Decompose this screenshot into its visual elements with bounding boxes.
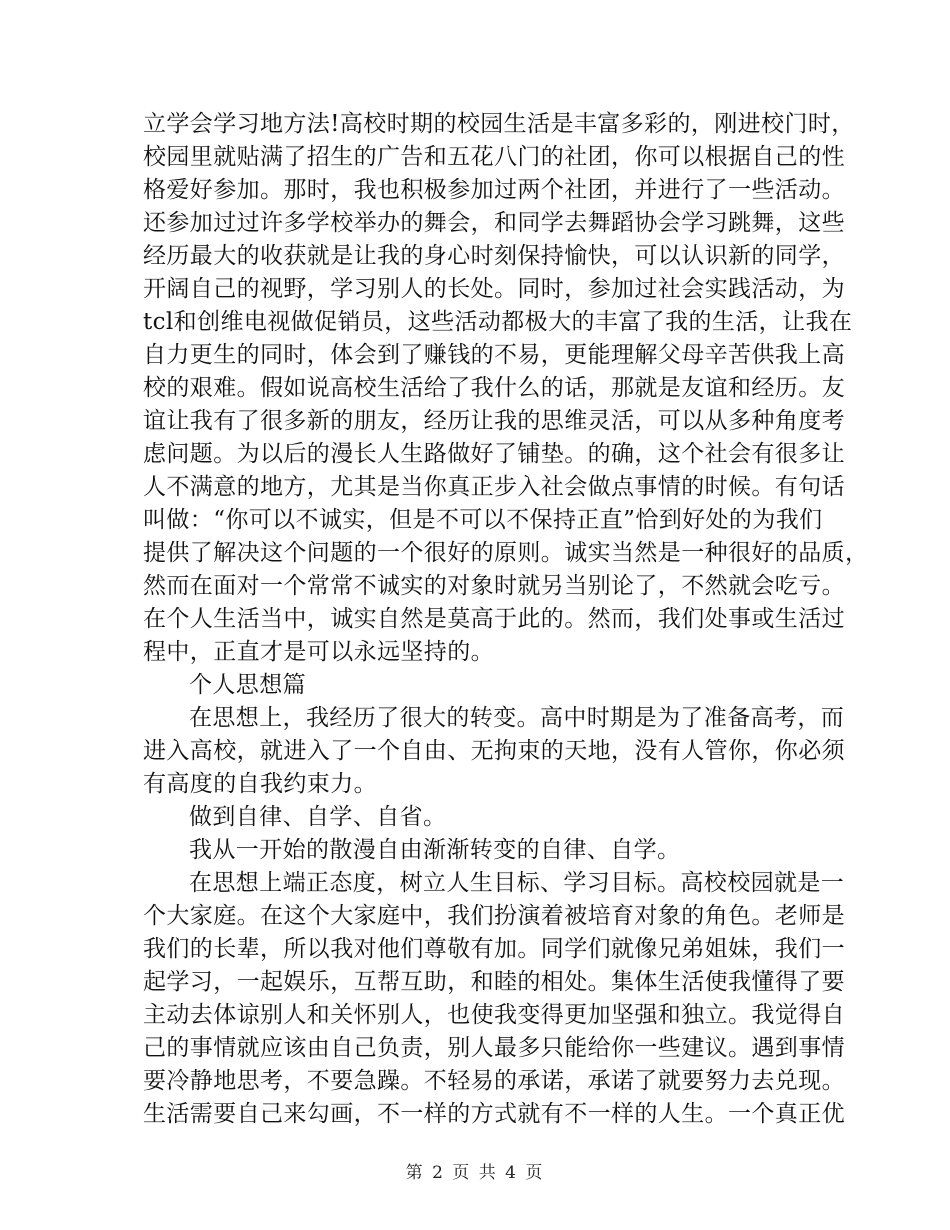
body-line: 虑问题。为以后的漫长人生路做好了铺垫。的确，这个社会有很多让 [143,441,845,467]
paragraph-line: 生活需要自己来勾画，不一样的方式就有不一样的人生。一个真正优 [143,1101,845,1127]
paragraph-line: 个大家庭。在这个大家庭中，我们扮演着被培育对象的角色。老师是 [143,903,845,929]
paragraph-line: 起学习，一起娱乐，互帮互助，和睦的相处。集体生活使我懂得了要 [143,969,845,995]
paragraph-line: 己的事情就应该由自己负责，别人最多只能给你一些建议。遇到事情 [143,1035,845,1061]
body-line: 开阔自己的视野，学习别人的长处。同时，参加过社会实践活动，为 [143,276,845,302]
body-line: 格爱好参加。那时，我也积极参加过两个社团，并进行了一些活动。 [143,177,845,203]
body-line: 程中，正直才是可以永远坚持的。 [143,639,494,665]
body-line: 校的艰难。假如说高校生活给了我什么的话，那就是友谊和经历。友 [143,375,845,401]
page-footer: 第 2 页 共 4 页 [405,1163,545,1183]
body-line: tcl和创维电视做促销员，这些活动都极大的丰富了我的生活，让我在 [143,309,853,335]
body-line: 叫做：“你可以不诚实，但是不可以不保持正直”恰到好处的为我们 [143,507,823,533]
body-line: 谊让我有了很多新的朋友，经历让我的思维灵活，可以从多种角度考 [143,408,845,434]
paragraph-line: 我从一开始的散漫自由渐渐转变的自律、自学。 [189,837,681,863]
paragraph-line: 在思想上，我经历了很大的转变。高中时期是为了准备高考，而 [189,705,845,731]
paragraph-line: 主动去体谅别人和关怀别人，也使我变得更加坚强和独立。我觉得自 [143,1002,845,1028]
document-body [143,108,869,1131]
body-line: 在个人生活当中，诚实自然是莫高于此的。然而，我们处事或生活过 [143,606,845,632]
body-line: 自力更生的同时，体会到了赚钱的不易，更能理解父母辛苦供我上高 [143,342,845,368]
paragraph-line: 在思想上端正态度，树立人生目标、学习目标。高校校园就是一 [189,870,845,896]
paragraph-line: 进入高校，就进入了一个自由、无拘束的天地，没有人管你，你必须 [143,738,845,764]
body-line: 然而在面对一个常常不诚实的对象时就另当别论了，不然就会吃亏。 [143,573,845,599]
body-line: 立学会学习地方法!高校时期的校园生活是丰富多彩的，刚进校门时， [143,111,855,137]
body-line: 提供了解决这个问题的一个很好的原则。诚实当然是一种很好的品质， [143,540,869,566]
paragraph-line: 做到自律、自学、自省。 [189,804,447,830]
body-line: 人不满意的地方，尤其是当你真正步入社会做点事情的时候。有句话 [143,474,845,500]
paragraph-line: 有高度的自我约束力。 [143,771,377,797]
paragraph-line: 我们的长辈，所以我对他们尊敬有加。同学们就像兄弟姐妹，我们一 [143,936,845,962]
body-line: 还参加过过许多学校举办的舞会，和同学去舞蹈协会学习跳舞，这些 [143,210,845,236]
body-line: 经历最大的收获就是让我的身心时刻保持愉快，可以认识新的同学， [143,243,845,269]
paragraph-line: 要冷静地思考，不要急躁。不轻易的承诺，承诺了就要努力去兑现。 [143,1068,845,1094]
section-title: 个人思想篇 [189,672,306,698]
body-line: 校园里就贴满了招生的广告和五花八门的社团，你可以根据自己的性 [143,144,845,170]
